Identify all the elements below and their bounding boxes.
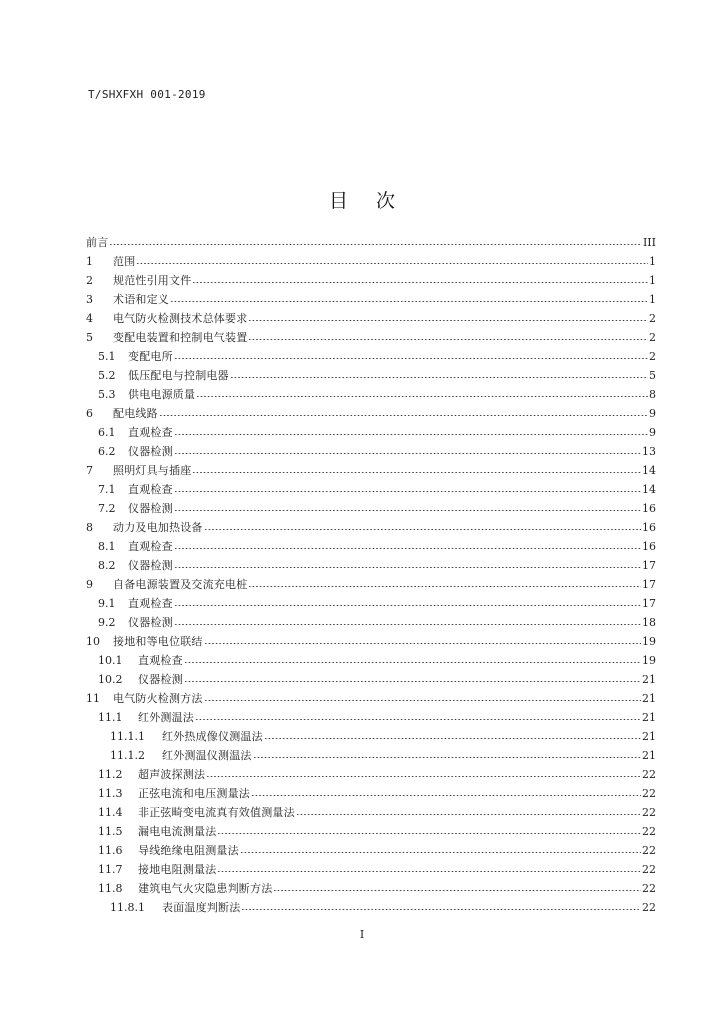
- toc-entry-page: 2: [649, 312, 656, 325]
- dot-leader: [241, 909, 641, 910]
- toc-entry-label: 直观检查: [128, 597, 173, 610]
- toc-entry-number: 11.7: [98, 863, 123, 876]
- toc-entry[interactable]: [86, 594, 656, 613]
- toc-entry-label: 仪器检测: [128, 559, 173, 572]
- toc-entry-number: 1: [86, 255, 93, 268]
- toc-entry-number: 8.1: [98, 540, 116, 553]
- toc-entry[interactable]: [86, 556, 656, 575]
- toc-entry-label: 接地和等电位联结: [113, 635, 203, 648]
- toc-entry-page: 22: [642, 787, 656, 800]
- toc-entry-number: 4: [86, 312, 93, 325]
- dot-leader: [264, 738, 641, 739]
- toc-entry-page: 2: [649, 350, 656, 363]
- dot-leader: [174, 491, 641, 492]
- page-title: 目次: [328, 190, 423, 212]
- dot-leader: [196, 396, 648, 397]
- toc-entry-label: 红外热成像仪测温法: [162, 730, 263, 743]
- dot-leader: [184, 662, 641, 663]
- toc-entry-number: 11.6: [98, 844, 123, 857]
- toc-entry-page: 2: [649, 331, 656, 344]
- toc-entry[interactable]: [86, 499, 656, 518]
- toc-entry-number: 5.1: [98, 350, 116, 363]
- dot-leader: [136, 263, 648, 264]
- toc-entry[interactable]: [86, 309, 656, 328]
- toc-entry[interactable]: [86, 898, 656, 917]
- toc-entry-page: 22: [642, 768, 656, 781]
- toc-entry-label: 配电线路: [113, 407, 158, 420]
- toc-entry-number: 11.8: [98, 882, 123, 895]
- toc-entry-label: 仪器检测: [138, 673, 183, 686]
- toc-entry-page: 21: [642, 730, 656, 743]
- toc-entry[interactable]: [86, 651, 656, 670]
- toc-entry-page: 21: [642, 673, 656, 686]
- toc-entry-page: 22: [642, 863, 656, 876]
- toc-entry-label: 前言: [86, 236, 109, 249]
- toc-entry-number: 9.2: [98, 616, 116, 629]
- toc-entry[interactable]: [86, 271, 656, 290]
- toc-entry-page: 16: [642, 540, 656, 553]
- toc-entry-label: 自备电源装置及交流充电桩: [113, 578, 248, 591]
- toc-entry-number: 11.1: [98, 711, 123, 724]
- toc-entry-number: 8.2: [98, 559, 116, 572]
- toc-entry-label: 仪器检测: [128, 502, 173, 515]
- toc-entry-label: 术语和定义: [113, 293, 169, 306]
- dot-leader: [174, 434, 648, 435]
- dot-leader: [174, 548, 641, 549]
- toc-entry[interactable]: [86, 632, 656, 651]
- toc-entry[interactable]: [86, 746, 656, 765]
- toc-entry-number: 11.1.1: [110, 730, 145, 743]
- toc-entry-page: 19: [642, 654, 656, 667]
- toc-entry-label: 变配电所: [128, 350, 173, 363]
- dot-leader: [240, 852, 641, 853]
- toc-entry[interactable]: [86, 803, 656, 822]
- toc-entry[interactable]: [86, 461, 656, 480]
- toc-entry-number: 7.2: [98, 502, 116, 515]
- toc-entry-label: 变配电装置和控制电气装置: [113, 331, 248, 344]
- toc-entry[interactable]: [86, 822, 656, 841]
- dot-leader: [273, 890, 641, 891]
- toc-entry-label: 非正弦畸变电流真有效值测量法: [138, 806, 295, 819]
- toc-entry-label: 照明灯具与插座: [113, 464, 192, 477]
- toc-entry-number: 7: [86, 464, 93, 477]
- toc-entry[interactable]: [86, 575, 656, 594]
- toc-entry-label: 直观检查: [128, 483, 173, 496]
- dot-leader: [204, 529, 641, 530]
- toc-entry-page: 21: [642, 692, 656, 705]
- toc-entry[interactable]: [86, 670, 656, 689]
- toc-entry[interactable]: [86, 613, 656, 632]
- table-of-contents: [86, 233, 656, 917]
- toc-entry-page: 22: [642, 844, 656, 857]
- toc-entry[interactable]: [86, 765, 656, 784]
- toc-entry-page: 21: [642, 711, 656, 724]
- toc-entry-page: 22: [642, 882, 656, 895]
- toc-entry-label: 红外测温法: [138, 711, 194, 724]
- toc-entry-page: 17: [642, 597, 656, 610]
- dot-leader: [248, 320, 648, 321]
- toc-entry-label: 建筑电气火灾隐患判断方法: [138, 882, 273, 895]
- dot-leader: [206, 776, 641, 777]
- toc-entry-page: 13: [642, 445, 656, 458]
- toc-entry-number: 11.4: [98, 806, 123, 819]
- toc-entry-page: 1: [649, 293, 656, 306]
- toc-entry-page: 1: [649, 255, 656, 268]
- toc-entry[interactable]: [86, 860, 656, 879]
- toc-entry-number: 2: [86, 274, 93, 287]
- toc-entry[interactable]: [86, 480, 656, 499]
- toc-entry-label: 超声波探测法: [138, 768, 206, 781]
- dot-leader: [174, 358, 648, 359]
- toc-entry-label: 直观检查: [128, 540, 173, 553]
- dot-leader: [296, 814, 641, 815]
- dot-leader: [217, 871, 641, 872]
- toc-entry-page: 22: [642, 825, 656, 838]
- toc-entry-number: 11.3: [98, 787, 123, 800]
- dot-leader: [174, 567, 641, 568]
- toc-entry[interactable]: [86, 252, 656, 271]
- toc-entry[interactable]: [86, 727, 656, 746]
- toc-entry-number: 11.8.1: [110, 901, 145, 914]
- standard-number: T/SHXFXH 001-2019: [88, 88, 206, 101]
- toc-entry[interactable]: [86, 328, 656, 347]
- toc-entry-page: 9: [649, 407, 656, 420]
- toc-entry-label: 范围: [113, 255, 136, 268]
- toc-entry-label: 直观检查: [128, 426, 173, 439]
- toc-entry-number: 6: [86, 407, 93, 420]
- toc-entry[interactable]: [86, 366, 656, 385]
- toc-entry-number: 6.1: [98, 426, 116, 439]
- dot-leader: [174, 453, 641, 454]
- toc-entry-page: 16: [642, 502, 656, 515]
- toc-entry-page: 17: [642, 559, 656, 572]
- toc-entry-label: 直观检查: [138, 654, 183, 667]
- toc-entry-number: 9: [86, 578, 93, 591]
- toc-entry-page: 16: [642, 521, 656, 534]
- page-number: I: [359, 928, 365, 941]
- toc-entry-label: 动力及电加热设备: [113, 521, 203, 534]
- toc-entry-number: 5.2: [98, 369, 116, 382]
- toc-entry[interactable]: [86, 518, 656, 537]
- toc-entry[interactable]: [86, 233, 656, 252]
- dot-leader: [251, 795, 641, 796]
- dot-leader: [248, 586, 641, 587]
- toc-entry-number: 3: [86, 293, 93, 306]
- toc-entry-label: 规范性引用文件: [113, 274, 192, 287]
- toc-entry-label: 低压配电与控制电器: [128, 369, 229, 382]
- dot-leader: [217, 833, 641, 834]
- toc-entry-page: 14: [642, 464, 656, 477]
- toc-entry-label: 电气防火检测技术总体要求: [113, 312, 248, 325]
- dot-leader: [230, 377, 648, 378]
- dot-leader: [253, 757, 641, 758]
- dot-leader: [174, 605, 641, 606]
- dot-leader: [170, 301, 648, 302]
- toc-entry[interactable]: [86, 879, 656, 898]
- toc-entry-label: 仪器检测: [128, 616, 173, 629]
- toc-entry-number: 5.3: [98, 388, 116, 401]
- toc-entry[interactable]: [86, 423, 656, 442]
- dot-leader: [174, 510, 641, 511]
- dot-leader: [204, 700, 641, 701]
- toc-entry[interactable]: [86, 385, 656, 404]
- toc-entry-page: 14: [642, 483, 656, 496]
- dot-leader: [109, 244, 642, 245]
- toc-entry[interactable]: [86, 347, 656, 366]
- toc-entry-label: 红外测温仪测温法: [162, 749, 252, 762]
- toc-entry[interactable]: [86, 708, 656, 727]
- toc-entry-label: 供电电源质量: [128, 388, 196, 401]
- toc-entry-page: 22: [642, 901, 656, 914]
- dot-leader: [195, 719, 641, 720]
- toc-entry-label: 漏电电流测量法: [138, 825, 217, 838]
- dot-leader: [248, 339, 648, 340]
- toc-entry-page: 21: [642, 749, 656, 762]
- dot-leader: [192, 282, 648, 283]
- toc-entry[interactable]: [86, 442, 656, 461]
- dot-leader: [204, 643, 641, 644]
- toc-entry[interactable]: [86, 537, 656, 556]
- toc-entry-number: 11: [86, 692, 100, 705]
- toc-entry-number: 8: [86, 521, 93, 534]
- toc-entry-number: 6.2: [98, 445, 116, 458]
- toc-entry-page: 22: [642, 806, 656, 819]
- toc-entry-page: 18: [642, 616, 656, 629]
- toc-entry-page: 1: [649, 274, 656, 287]
- dot-leader: [184, 681, 641, 682]
- toc-entry-page: 19: [642, 635, 656, 648]
- toc-entry[interactable]: [86, 689, 656, 708]
- dot-leader: [159, 415, 648, 416]
- toc-entry-number: 5: [86, 331, 93, 344]
- toc-entry-number: 9.1: [98, 597, 116, 610]
- toc-entry[interactable]: [86, 784, 656, 803]
- dot-leader: [192, 472, 641, 473]
- toc-entry-label: 接地电阻测量法: [138, 863, 217, 876]
- toc-entry-number: 7.1: [98, 483, 116, 496]
- toc-entry-number: 10.2: [98, 673, 123, 686]
- toc-entry-label: 导线绝缘电阻测量法: [138, 844, 239, 857]
- toc-entry-page: 8: [649, 388, 656, 401]
- dot-leader: [174, 624, 641, 625]
- toc-entry-number: 11.5: [98, 825, 123, 838]
- toc-entry-number: 10.1: [98, 654, 123, 667]
- toc-entry-page: 17: [642, 578, 656, 591]
- toc-entry-page: 5: [649, 369, 656, 382]
- toc-entry-page: 9: [649, 426, 656, 439]
- toc-entry[interactable]: [86, 404, 656, 423]
- toc-entry[interactable]: [86, 290, 656, 309]
- toc-entry-label: 电气防火检测方法: [113, 692, 203, 705]
- toc-entry-number: 11.1.2: [110, 749, 145, 762]
- toc-entry-label: 仪器检测: [128, 445, 173, 458]
- toc-entry-label: 正弦电流和电压测量法: [138, 787, 250, 800]
- toc-entry-label: 表面温度判断法: [162, 901, 241, 914]
- toc-entry-number: 10: [86, 635, 100, 648]
- toc-entry[interactable]: [86, 841, 656, 860]
- toc-entry-number: 11.2: [98, 768, 123, 781]
- toc-entry-page: III: [642, 236, 656, 249]
